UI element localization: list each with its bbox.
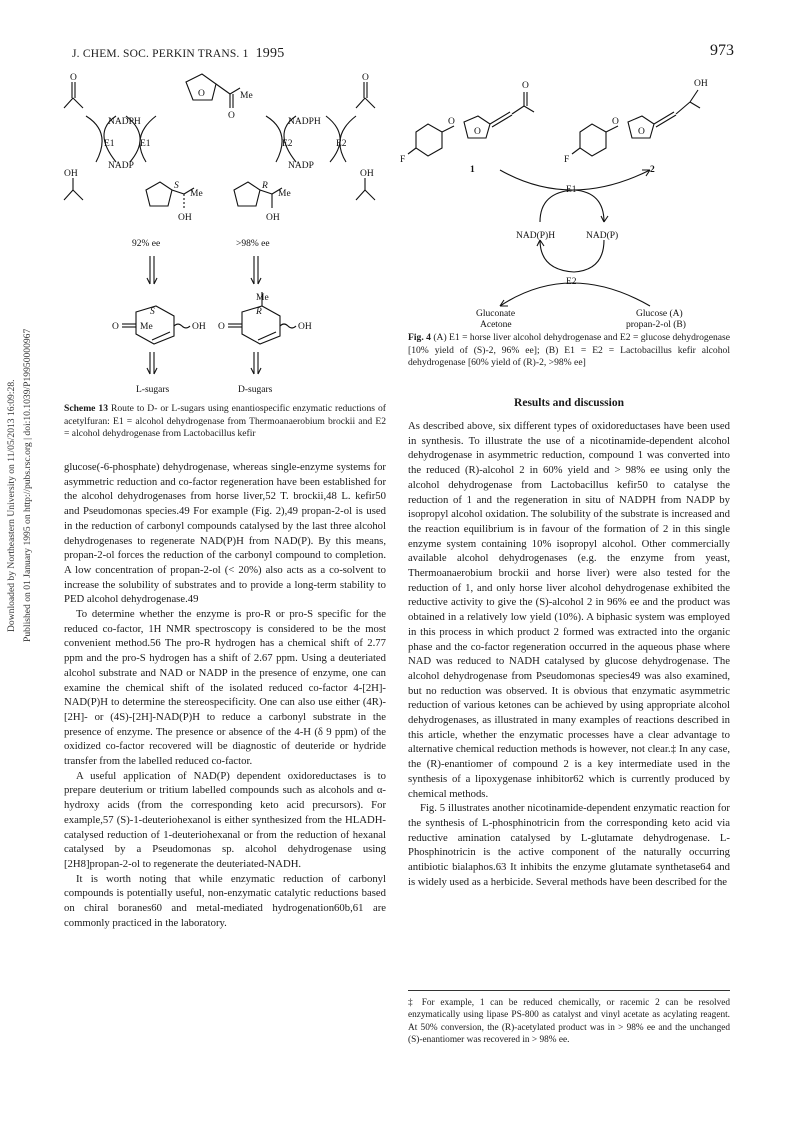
journal-name: J. CHEM. SOC. PERKIN TRANS. 1 bbox=[72, 48, 249, 60]
running-header bbox=[72, 46, 284, 62]
footnote-rule bbox=[408, 990, 730, 991]
paragraph-right-2: Fig. 5 illustrates another nicotinamide-dependent enzymatic reaction for the synthesis of L-phosphinotricin from the corresponding keto acid via reductive amination catalysed by L-glutamate dehydrogenase. L-Phosphinotricin is the active component of the naturally occurring antibiotic bialaphos.63 It inhibits the enzyme glutamate synthetase64 and is widely used as a herbicide. Several methods have been described for the bbox=[408, 802, 730, 888]
fig-4-diagram bbox=[400, 62, 740, 330]
fig4-nadph-label: NAD(P)H bbox=[516, 231, 556, 241]
propanol-label: propan-2-ol (B) bbox=[626, 320, 686, 330]
ketone-o-fig: O bbox=[522, 81, 529, 91]
me-label-1: Me bbox=[240, 91, 253, 101]
me-label-5: Me bbox=[140, 322, 153, 332]
oh-pyranone-left: OH bbox=[192, 322, 206, 332]
page-number: 973 bbox=[710, 42, 734, 59]
fig4-nadp-label: NAD(P) bbox=[586, 231, 619, 241]
ether-o-2: O bbox=[612, 117, 619, 127]
fig4-e2-label: E2 bbox=[566, 277, 577, 287]
furan-o-fig2: O bbox=[638, 127, 645, 137]
left-column-text bbox=[64, 460, 386, 931]
paragraph-left-1: glucose(-6-phosphate) dehydrogenase, whereas single-enzyme systems for asymmetric reduction and co-factor regeneration have been established for the alcohol dehydrogenases from horse liver,52 T. brockii,48 L. kefir50 and Pseudomonas species.49 For example (Fig. 2),49 propan-2-ol is used in the reduction of carbonyl compounds catalysed by the last three alcohol dehydrogenases to regenerate NAD(P)H from NAD(P). By this means, propan-2-ol forces the reduction of the carbonyl compound to completion. A low concentration of propan-2-ol (< 20%) also acts as a co-solvent to increase the solubility of substrates and to provide a long-term stability to PED alcohol dehydrogenase.49 bbox=[64, 461, 386, 606]
oh-propanol-right: OH bbox=[360, 169, 374, 179]
paragraph-left-4: It is worth noting that while enzymatic reduction of carbonyl compounds is potentially useful, non-enzymatic catalytic reductions based on chiral boranes60 and metal-mediated hydrogenation60b,61 are commonly practiced in the laboratory. bbox=[64, 872, 386, 929]
paragraph-right-1: As described above, six different types of oxidoreductases have been used in synthesis. To illustrate the use of a nicotinamide-dependent alcohol dehydrogenase in asymmetric reduction, compound 1 was converted into the reduced (R)-alcohol 2 in 60% yield and > 98% ee using only the alcohol dehydrogenase from Lactobacillus kefir50 to catalyse the reduction of 1 and the regeneration in situ of NADPH from NADP by isopropyl alcohol oxidation. The solubility of the substrate is increased and the reaction equilibrium is in favour of the formation of 2 in this single enzyme system containing 10% isopropyl alcohol. Other commercially available alcohol dehydrogenases (e.g. the enzyme from yeast, Thermoanaerobium brockii and horse liver) were also tested for the reduction of 1, and only horse liver alcohol dehydrogenase exhibited the reductive activity to give the (S)-alcohol 2 in 96% ee and the product was obtained in a relatively low yield (10%). A biphasic system was employed in this process in which product 2 formed was extracted into the organic phase and the co-factor regeneration occurred in the aqueous phase where NAD was reduced to NADH catalysed by glucose dehydrogenase. The alcohol dehydrogenase from Pseudomonas species49 was also examined, but no reduction was observed. It is obvious that enzymatic asymmetric reduction of various ketones can be achieved by using appropriate alcohol dehydrogenases, as illustrated in many examples of reactions described in this article, whether the enzymatic processes have a clear advantage to alternative chemical reduction methods is however, not clear.‡ In any case, the (R)-enantiomer of compound 2 is a key intermediate used in the synthesis of a lipoxygenase inhibitor62 which is currently produced by chemical methods. bbox=[408, 420, 730, 800]
furan-o-fig1: O bbox=[474, 127, 481, 137]
r-label: R bbox=[262, 181, 268, 191]
gluconate-label: Gluconate bbox=[476, 309, 516, 319]
fig-4-caption-text: (A) E1 = horse liver alcohol dehydrogenase and E2 = glucose dehydrogenase [10% yield of (S)-2, 96% ee]; (B) E1 = E2 = Lactobacillus kefir alcohol dehydrogenase [60% yield of (R)-2, >98% ee] bbox=[408, 332, 730, 368]
me-label-2: Me bbox=[190, 189, 203, 199]
oh-label-fig: OH bbox=[694, 79, 708, 89]
acetone-label: Acetone bbox=[480, 320, 512, 330]
scheme-13-caption-text: Route to D- or L-sugars using enantiospecific enzymatic reductions of acetylfuran: E1 = alcohol dehydrogenase from Thermoanaerobium brockii and E2 = alcohol dehydrogenase from Lactobacillus kefir bbox=[64, 403, 386, 439]
watermark-line-2: Published on 01 January 1995 on http://pubs.rsc.org | doi:10.1039/P19950000967 bbox=[22, 328, 33, 642]
oh-propanol-left: OH bbox=[64, 169, 78, 179]
oh-label-s: OH bbox=[178, 213, 192, 223]
ee-left: 92% ee bbox=[132, 239, 161, 249]
e2-right-a: E2 bbox=[282, 139, 293, 149]
nadph-right: NADPH bbox=[288, 117, 321, 127]
ketone-o: O bbox=[228, 111, 235, 121]
footnote: ‡ For example, 1 can be reduced chemically, or racemic 2 can be resolved enzymatically using lipase PS-800 as catalyst and vinyl acetate as acylating reagent. At 50% conversion, the (R)-acetylated product was in > 98% ee and the unchanged (S)-enantiomer was recovered in > 98% ee. bbox=[408, 998, 730, 1045]
compound-2-label: 2 bbox=[650, 165, 655, 175]
e1-left-a: E1 bbox=[104, 139, 115, 149]
oh-label-r: OH bbox=[266, 213, 280, 223]
section-heading-results: Results and discussion bbox=[514, 397, 624, 409]
scheme-13-caption bbox=[64, 403, 386, 441]
s-label: S bbox=[174, 181, 179, 191]
paragraph-left-2: To determine whether the enzyme is pro-R or pro-S specific for the reduced co-factor, 1H NMR spectroscopy is considered to be the most convenient method.56 The pro-R hydrogen has a chemical shift of 2.77 ppm and the pro-S hydrogen has a shift of 2.67 ppm. Using a deuteriated alcohol substrate and NAD or NADP in the presence of enzyme, one can examine the chemical shift of the isolated reduced co-factor 4-[2H]-NAD(P)H to determine the stereospecificity. One can also use either (4R)-[2H]- or (4S)-[2H]-NAD(P)H to reduce a carbonyl substrate in the presence of enzyme. The presence or absence of the 4-H (δ 9 ppm) of the oxidized co-factor recovered will be diagnostic of deuteride or hydride transfer from the labelled reduced co-factor. bbox=[64, 608, 386, 768]
d-sugars-label: D-sugars bbox=[238, 385, 273, 395]
l-sugars-label: L-sugars bbox=[136, 385, 170, 395]
fig-4-caption bbox=[408, 332, 730, 370]
fluoro-label-2: F bbox=[564, 155, 570, 165]
scheme-13-label: Scheme 13 bbox=[64, 403, 108, 414]
fig-4-label: Fig. 4 bbox=[408, 332, 431, 343]
pyranone-o-left: O bbox=[112, 322, 119, 332]
fluoro-label-1: F bbox=[400, 155, 406, 165]
right-column-text bbox=[408, 419, 730, 890]
paragraph-left-3: A useful application of NAD(P) dependent oxidoreductases is to prepare deuterium or tritium labelled compounds such as alcohols and α-hydroxy acids (from the corresponding keto acid precursors). For example,57 (S)-1-deuteriohexanol is either synthesized from the HLADH-catalysed reduction of 1-deuteriohexanal or from the reduction of hexanal catalysed by a Pseudomonas sp. alcohol dehydrogenase using [2H8]propan-2-ol to regenerate the deuteriated-NADH. bbox=[64, 769, 386, 870]
nadp-left: NADP bbox=[108, 161, 134, 171]
download-watermark bbox=[0, 270, 40, 640]
acetone-o-left: O bbox=[70, 73, 77, 83]
e1-left-b: E1 bbox=[140, 139, 151, 149]
acetone-o-right: O bbox=[362, 73, 369, 83]
oh-pyranone-right: OH bbox=[298, 322, 312, 332]
nadp-right: NADP bbox=[288, 161, 314, 171]
scheme-13-diagram bbox=[56, 62, 396, 402]
furan-o-1: O bbox=[198, 89, 205, 99]
s-label-2: S bbox=[150, 307, 155, 317]
watermark-line-1: Downloaded by Northeastern University on 11/05/2013 16:09:28. bbox=[6, 379, 17, 632]
ether-o-1: O bbox=[448, 117, 455, 127]
me-label-4: Me bbox=[256, 293, 269, 303]
journal-year: 1995 bbox=[255, 46, 285, 61]
pyranone-o-right: O bbox=[218, 322, 225, 332]
r-label-2: R bbox=[256, 307, 262, 317]
ee-right: >98% ee bbox=[236, 239, 270, 249]
me-label-3: Me bbox=[278, 189, 291, 199]
e2-right-b: E2 bbox=[336, 139, 347, 149]
glucose-label: Glucose (A) bbox=[636, 309, 683, 319]
nadph-left: NADPH bbox=[108, 117, 141, 127]
fig4-e1-label: E1 bbox=[566, 185, 577, 195]
compound-1-label: 1 bbox=[470, 165, 475, 175]
